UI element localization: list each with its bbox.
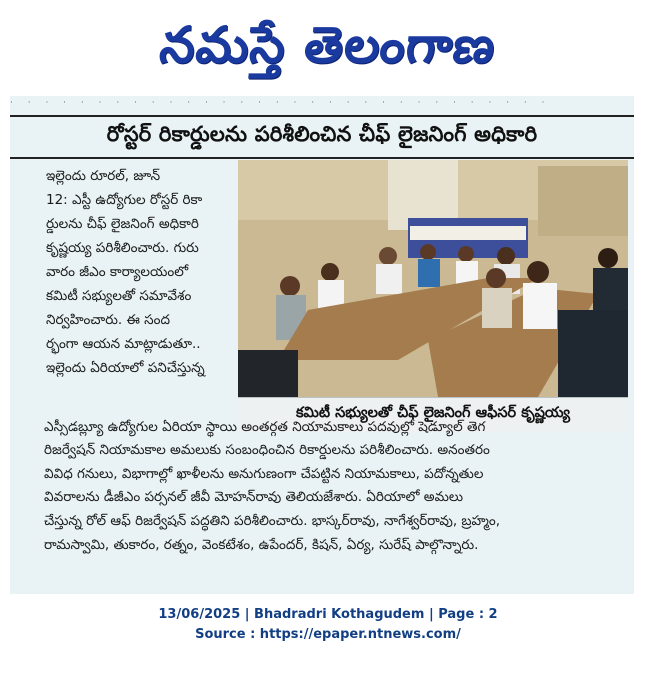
- article-line: ర్డులను చీఫ్ లైజనింగ్ అధికారి: [46, 216, 199, 232]
- cut-previous-article-line: · · · · · · · · · · · · · · · · · · · · · · · · · · · · · · ·: [10, 98, 551, 106]
- article-line: వివిధ గనులు, విభాగాల్లో ఖాళీలను అనుగుణంగా చేపట్టిన నియామకాలు, పదోన్నతుల: [44, 465, 484, 482]
- news-clipping: [10, 96, 634, 594]
- photo-caption-text: కమిటీ సభ్యులతో చీఫ్ లైజనింగ్ ఆఫీసర్ కృష్ణయ్య: [295, 405, 571, 421]
- article-line: చేస్తున్న రోల్ ఆఫ్ రిజర్వేషన్ పద్ధతిని పరిశీలించారు. భాస్కర్‌రావు, నాగేశ్వర్‌రావు, బ్రహ్మం,: [44, 512, 501, 529]
- article-line: రిజర్వేషన్ నియామకాల అమలుకు సంబంధించిన రికార్డులను పరిశీలించారు. అనంతరం: [44, 442, 490, 459]
- footer-date-edition: 13/06/2025 | Bhadradri Kothagudem | Page : 2: [158, 607, 498, 622]
- article-line: కమిటీ సభ్యులతో సమావేశం: [46, 288, 192, 304]
- meeting-photo-illustration: [238, 160, 628, 397]
- article-line: 12: ఎస్టీ ఉద్యోగుల రోస్టర్ రికా: [46, 192, 203, 208]
- footer-source: Source : https://epaper.ntnews.com/: [195, 627, 461, 642]
- article-line: వివరాలను డీజీఎం పర్సనల్ జీవీ మోహన్‌రావు తెలియజేశారు. ఏరియాలో అమలు: [44, 489, 464, 506]
- article-headline: రోస్టర్ రికార్డులను పరిశీలించిన చీఫ్ లైజనింగ్ అధికారి: [106, 122, 538, 146]
- article-line: రామస్వామి, తుకారం, రత్నం, వెంకటేశం, ఉపేందర్, కిషన్, ఏర్య, సురేష్ పాల్గొన్నారు.: [44, 536, 479, 553]
- article-line: నిర్వహించారు. ఈ సంద: [46, 312, 171, 328]
- article-line: ర్భంగా ఆయన మాట్లాడుతూ..: [46, 336, 201, 352]
- newspaper-logo: నమస్తే తెలంగాణ: [157, 16, 499, 74]
- article-full-width-text: [44, 392, 630, 557]
- article-column-text: [46, 164, 246, 380]
- article-line: ఇల్లెందు ఏరియాలో పనిచేస్తున్న: [46, 360, 205, 376]
- masthead: [0, 6, 656, 84]
- article-line: ఎస్సీడబ్ల్యూ ఉద్యోగుల ఏరియా స్థాయి అంతర్గత నియామకాలు పదవుల్లో షెడ్యూల్ తెగ: [44, 418, 486, 435]
- article-line: ఇల్లెందు రూరల్, జూన్: [46, 168, 161, 184]
- footer: [0, 605, 656, 645]
- meeting-photo: [238, 160, 628, 397]
- article-line: వారం జీఎం కార్యాలయంలో: [46, 264, 189, 280]
- headline-box: [10, 115, 634, 159]
- article-line: కృష్ణయ్య పరిశీలించారు. గురు: [46, 240, 199, 256]
